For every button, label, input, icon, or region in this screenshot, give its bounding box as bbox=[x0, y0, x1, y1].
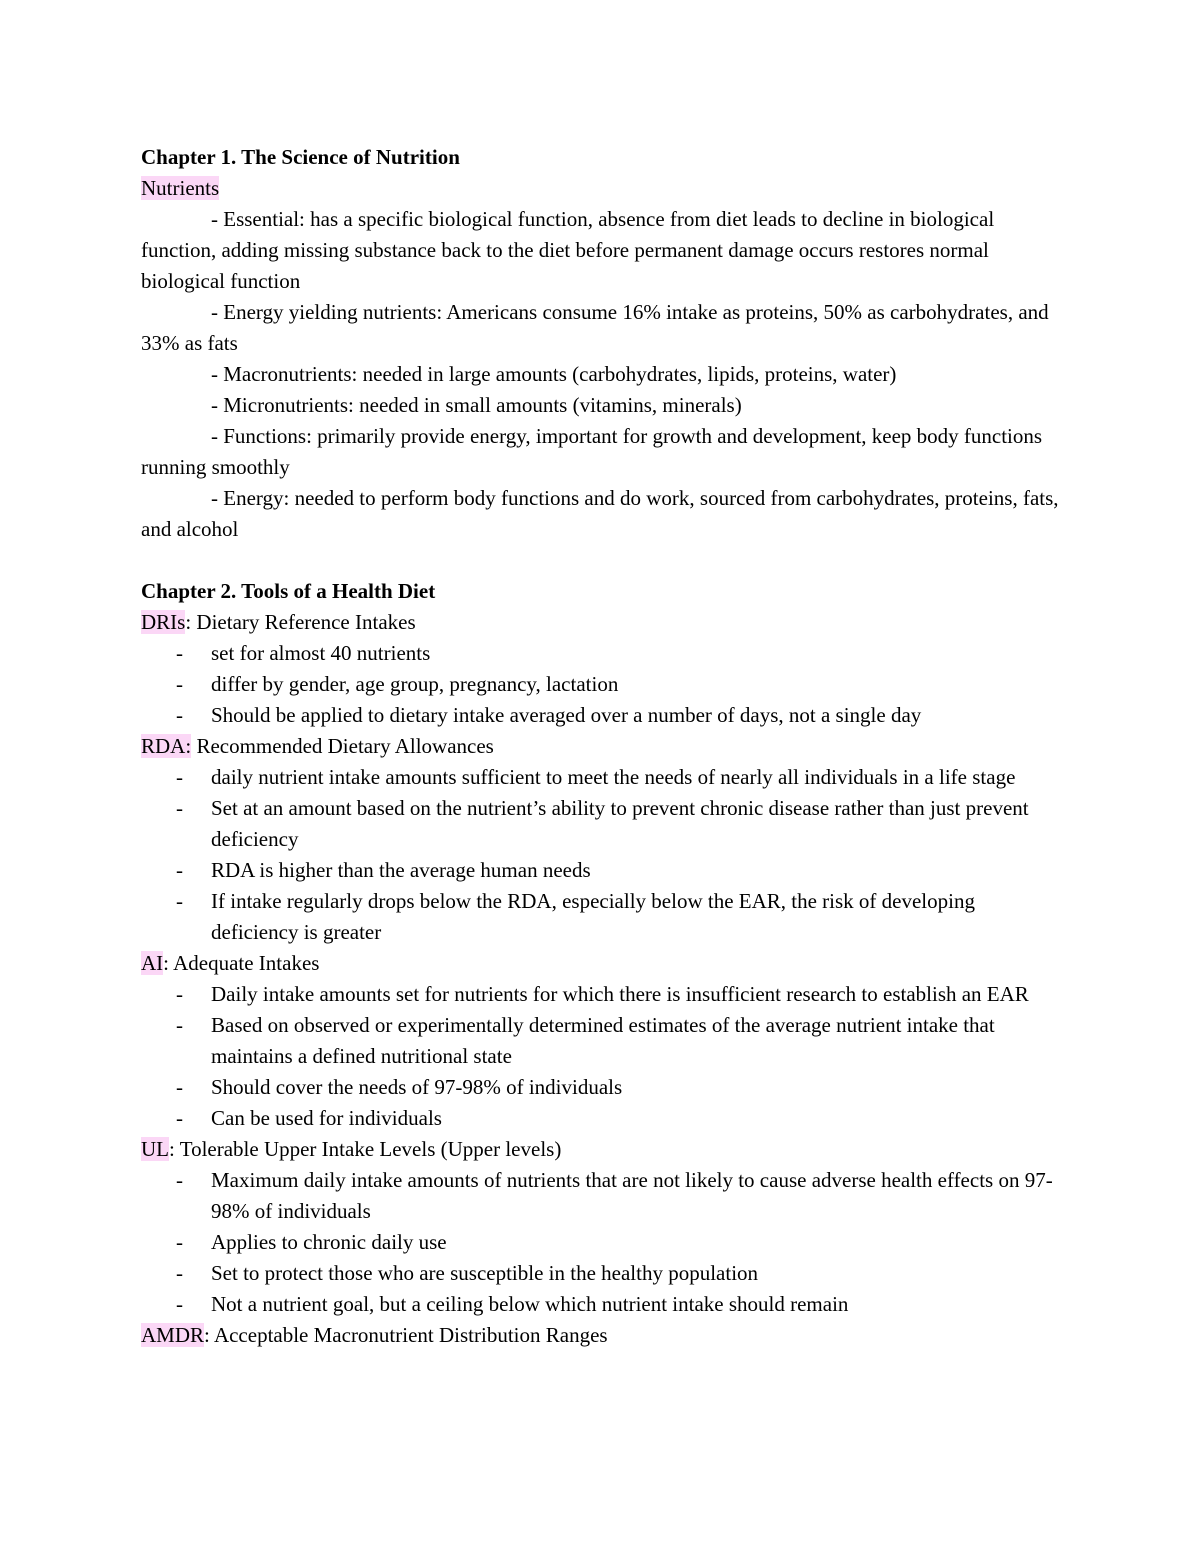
list-item-text: Set at an amount based on the nutrient’s ability to prevent chronic disease rather than just prevent deficiency bbox=[211, 796, 1029, 851]
list-item-text: Should be applied to dietary intake averaged over a number of days, not a single day bbox=[211, 703, 922, 727]
dris-bullet-list bbox=[141, 638, 1061, 731]
list-item bbox=[141, 793, 1061, 855]
bullet-dash: - bbox=[176, 1261, 183, 1285]
list-item bbox=[141, 1010, 1061, 1072]
list-item bbox=[141, 1165, 1061, 1227]
list-item bbox=[141, 1072, 1061, 1103]
ul-bullet-list bbox=[141, 1165, 1061, 1320]
list-item bbox=[141, 1103, 1061, 1134]
rda-term: RDA: bbox=[141, 734, 192, 758]
amdr-definition: : Acceptable Macronutrient Distribution Ranges bbox=[204, 1323, 608, 1347]
list-item-text: differ by gender, age group, pregnancy, lactation bbox=[211, 672, 619, 696]
list-item-text: Should cover the needs of 97-98% of individuals bbox=[211, 1075, 623, 1099]
list-item-text: daily nutrient intake amounts sufficient to meet the needs of nearly all individuals in a life stage bbox=[211, 765, 1016, 789]
energy-paragraph: - Energy: needed to perform body functions and do work, sourced from carbohydrates, proteins, fats, and alcohol bbox=[141, 486, 1059, 541]
section-spacer bbox=[141, 545, 1061, 576]
list-item-text: Not a nutrient goal, but a ceiling below which nutrient intake should remain bbox=[211, 1292, 849, 1316]
list-item bbox=[141, 638, 1061, 669]
ul-definition: : Tolerable Upper Intake Levels (Upper levels) bbox=[169, 1137, 562, 1161]
list-item bbox=[141, 700, 1061, 731]
macronutrients-paragraph: - Macronutrients: needed in large amounts (carbohydrates, lipids, proteins, water) bbox=[211, 362, 897, 386]
list-item bbox=[141, 762, 1061, 793]
ai-term-line bbox=[141, 948, 1061, 979]
energy-yielding-paragraph: - Energy yielding nutrients: Americans consume 16% intake as proteins, 50% as carbohydrates, and 33% as fats bbox=[141, 300, 1049, 355]
rda-definition: Recommended Dietary Allowances bbox=[191, 734, 494, 758]
list-item-text: Set to protect those who are susceptible in the healthy population bbox=[211, 1261, 759, 1285]
list-item bbox=[141, 1258, 1061, 1289]
list-item bbox=[141, 669, 1061, 700]
ai-definition: : Adequate Intakes bbox=[163, 951, 320, 975]
bullet-dash: - bbox=[176, 1075, 183, 1099]
functions-paragraph: - Functions: primarily provide energy, important for growth and development, keep body functions running smoothly bbox=[141, 424, 1043, 479]
list-item-text: Applies to chronic daily use bbox=[211, 1230, 447, 1254]
bullet-dash: - bbox=[176, 1292, 183, 1316]
nutrients-term: Nutrients bbox=[141, 176, 220, 200]
bullet-dash: - bbox=[176, 889, 183, 913]
ul-term-line bbox=[141, 1134, 1061, 1165]
amdr-term: AMDR bbox=[141, 1323, 205, 1347]
list-item bbox=[141, 979, 1061, 1010]
dris-term: DRIs bbox=[141, 610, 186, 634]
bullet-dash: - bbox=[176, 641, 183, 665]
document-page bbox=[141, 142, 1061, 1351]
micronutrients-paragraph: - Micronutrients: needed in small amounts (vitamins, minerals) bbox=[211, 393, 742, 417]
dris-term-line bbox=[141, 607, 1061, 638]
amdr-term-line bbox=[141, 1320, 1061, 1351]
nutrients-term-line bbox=[141, 173, 1061, 204]
list-item-text: If intake regularly drops below the RDA, especially below the EAR, the risk of developing deficiency is greater bbox=[211, 889, 975, 944]
list-item bbox=[141, 855, 1061, 886]
chapter1-title: Chapter 1. The Science of Nutrition bbox=[141, 145, 460, 169]
bullet-dash: - bbox=[176, 858, 183, 882]
dris-definition: : Dietary Reference Intakes bbox=[185, 610, 416, 634]
bullet-dash: - bbox=[176, 1230, 183, 1254]
essential-paragraph: - Essential: has a specific biological function, absence from diet leads to decline in biological function, adding missing substance back to the diet before permanent damage occurs restores normal biological function bbox=[141, 207, 995, 293]
ai-bullet-list bbox=[141, 979, 1061, 1134]
list-item-text: Maximum daily intake amounts of nutrients that are not likely to cause adverse health effects on 97-98% of individuals bbox=[211, 1168, 1053, 1223]
bullet-dash: - bbox=[176, 703, 183, 727]
list-item-text: Can be used for individuals bbox=[211, 1106, 442, 1130]
rda-term-line bbox=[141, 731, 1061, 762]
list-item-text: RDA is higher than the average human needs bbox=[211, 858, 591, 882]
list-item-text: set for almost 40 nutrients bbox=[211, 641, 431, 665]
list-item bbox=[141, 1227, 1061, 1258]
list-item bbox=[141, 1289, 1061, 1320]
bullet-dash: - bbox=[176, 1106, 183, 1130]
list-item-text: Based on observed or experimentally determined estimates of the average nutrient intake that maintains a defined nutritional state bbox=[211, 1013, 995, 1068]
bullet-dash: - bbox=[176, 765, 183, 789]
bullet-dash: - bbox=[176, 796, 183, 820]
ul-term: UL bbox=[141, 1137, 169, 1161]
bullet-dash: - bbox=[176, 982, 183, 1006]
bullet-dash: - bbox=[176, 672, 183, 696]
bullet-dash: - bbox=[176, 1168, 183, 1192]
ai-term: AI bbox=[141, 951, 164, 975]
chapter2-title: Chapter 2. Tools of a Health Diet bbox=[141, 579, 436, 603]
bullet-dash: - bbox=[176, 1013, 183, 1037]
list-item-text: Daily intake amounts set for nutrients for which there is insufficient research to establish an EAR bbox=[211, 982, 1029, 1006]
rda-bullet-list bbox=[141, 762, 1061, 948]
list-item bbox=[141, 886, 1061, 948]
